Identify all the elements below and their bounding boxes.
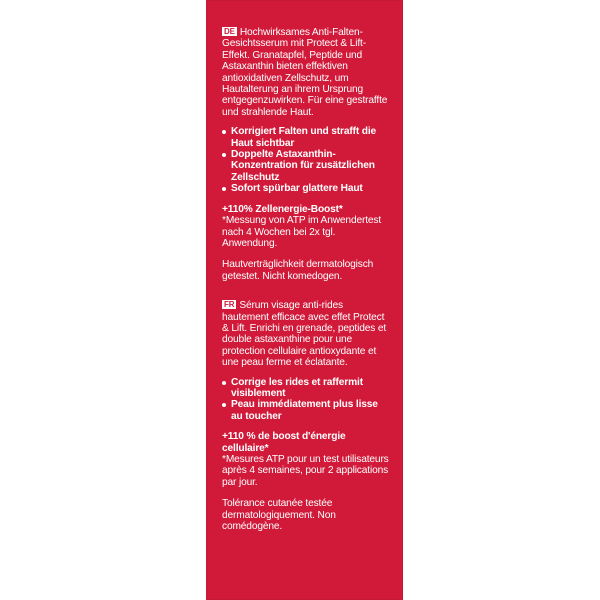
fr-intro-text: Sérum visage anti-rides hautement efficace avec effet Protect & Lift. Enrichi en grenade, peptides et double astaxanthine pour une protection cellulaire antioxydante et une peau ferme et éclatante. [222, 300, 387, 369]
fr-boost-claim: +110 % de boost d'énergie cellulaire* [222, 431, 346, 454]
fr-language-tag: FR [224, 300, 235, 310]
de-intro-text: Hochwirksames Anti-Falten-Gesichtsserum mit Protect & Lift-Effekt. Granatapfel, Peptide und Astaxanthin bieten effektiven antioxidativen Zellschutz, um Hautalterung an ihrem Ursprung entgegenzuwirken. Für eine gestraffte und strahlende Haut. [222, 27, 388, 118]
de-intro-paragraph [222, 27, 392, 118]
de-language-tag: DE [224, 27, 235, 36]
fr-intro-paragraph [222, 300, 392, 368]
de-bullet-1: Korrigiert Falten und strafft die Haut sichtbar [222, 126, 392, 149]
de-tolerance-text: Hautverträglichkeit dermatologisch getestet. Nicht komedogen. [222, 259, 374, 282]
fr-boost-footnote: *Mesures ATP pour un test utilisateurs après 4 semaines, pour 2 applications par jour. [222, 454, 389, 488]
fr-bullet-2: Peau immédiatement plus lisse au toucher [222, 399, 392, 422]
de-bullet-list [222, 126, 392, 194]
package-text-block [222, 27, 392, 550]
fr-bullet-list [222, 377, 392, 423]
de-boost-footnote: *Messung von ATP im Anwendertest nach 4 Wochen bei 2x tgl. Anwendung. [222, 215, 382, 249]
de-bullet-2: Doppelte Astaxanthin-Konzentration für zusätzlichen Zellschutz [222, 149, 392, 183]
fr-tolerance-text: Tolérance cutanée testée dermatologiquement. Non comédogène. [222, 498, 336, 533]
de-bullet-3: Sofort spürbar glattere Haut [222, 183, 392, 194]
de-boost-claim: +110% Zellenergie-Boost* [222, 203, 343, 215]
fr-bullet-1: Corrige les rides et raffermit visiblement [222, 377, 392, 400]
